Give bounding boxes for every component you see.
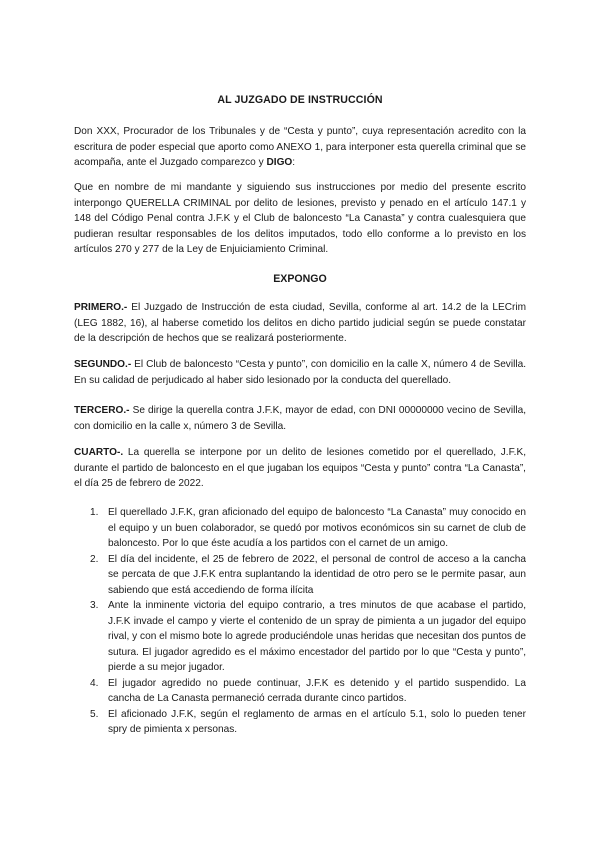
primero-paragraph: [74, 300, 526, 347]
cuarto-text: La querella se interpone por un delito de lesiones cometido por el querellado, J.F.K, durante el partido de baloncesto en el que jugaban los equipos “Cesta y punto” contra “La Canasta”, el día 25 de febrero de 2022.: [74, 447, 526, 490]
tercero-paragraph: [74, 403, 526, 434]
purpose-paragraph: Que en nombre de mi mandante y siguiendo sus instrucciones por medio del presente escrito interpongo QUERELLA CRIMINAL por delito de lesiones, previsto y penado en el artículo 147.1 y 148 del Código Penal contra J.F.K y el Club de baloncesto “La Canasta” y contra cualesquiera que pudieran resultar responsables de los delitos imputados, todo ello conforme a lo previsto en los artículos 270 y 277 de la Ley de Enjuiciamiento Criminal.: [74, 182, 526, 256]
segundo-text: El Club de baloncesto “Cesta y punto”, con domicilio en la calle X, número 4 de Sevilla. En su calidad de perjudicado al haber sido lesionado por la conducta del querellado.: [74, 359, 526, 386]
intro-paragraph: [74, 124, 526, 171]
list-item-number: 2.: [90, 553, 99, 565]
list-item-text: El día del incidente, el 25 de febrero de 2022, el personal de control de acceso a la cancha se percata de que J.F.K entra suplantando la identidad de otro pero se le permite pasar, aun sabiendo que está accediendo de forma ilícita: [108, 553, 526, 596]
segundo-label: SEGUNDO.-: [74, 359, 132, 370]
section-heading: EXPONGO: [273, 273, 327, 285]
document-title: AL JUZGADO DE INSTRUCCIÓN: [217, 94, 383, 106]
intro-text-end: :: [292, 157, 296, 169]
list-item: [74, 505, 526, 552]
list-item-number: 4.: [90, 677, 99, 689]
facts-list: [74, 505, 526, 738]
list-item: [74, 552, 526, 599]
list-item: [74, 707, 526, 738]
tercero-text: Se dirige la querella contra J.F.K, mayor de edad, con DNI 00000000 vecino de Sevilla, con domicilio en la calle x, número 3 de Sevilla.: [74, 405, 526, 432]
primero-label: PRIMERO.-: [74, 302, 128, 313]
segundo-paragraph: [74, 357, 526, 388]
list-item-number: 5.: [90, 708, 99, 720]
list-item-text: El querellado J.F.K, gran aficionado del equipo de baloncesto “La Canasta” muy conocido en el equipo y un buen colaborador, se quedó por motivos económicos sin su carnet de club de baloncesto. Por lo que éste acudía a los partidos con el carnet de un amigo.: [108, 507, 526, 549]
primero-text: El Juzgado de Instrucción de esta ciudad, Sevilla, conforme al art. 14.2 de la LECrim (LEG 1882, 16), al haberse cometido los delitos en dicho partido judicial según se puede constatar de la descripción de hechos que se realizará posteriormente.: [74, 302, 526, 345]
intro-bold-word: DIGO: [266, 157, 293, 169]
cuarto-label: CUARTO-.: [74, 447, 124, 458]
cuarto-paragraph: [74, 445, 526, 492]
list-item-number: 3.: [90, 600, 99, 611]
list-item-text: El aficionado J.F.K, según el reglamento de armas en el artículo 5.1, solo lo pueden tener spry de pimienta x personas.: [108, 708, 526, 735]
list-item: [74, 676, 526, 707]
list-item-text: El jugador agredido no puede continuar, J.F.K es detenido y el partido suspendido. La cancha de La Canasta permaneció cerrada durante cinco partidos.: [108, 677, 526, 704]
intro-text: Don XXX, Procurador de los Tribunales y de “Cesta y punto”, cuya representación acredito con la escritura de poder especial que aporto como ANEXO 1, para interponer esta querella criminal que se acompaña, ante el Juzgado comparezco y: [74, 126, 526, 169]
list-item-text: Ante la inminente victoria del equipo contrario, a tres minutos de que acabase el partido, J.F.K invade el campo y vierte el contenido de un spray de pimienta a un jugador del equipo rival, y con el mismo bote lo agrede produciéndole unas heridas que necesitan dos puntos de sutura. El jugador agredido es el máximo encestador del partido por lo que “Cesta y punto”, pierde a su mejor jugador.: [108, 600, 526, 673]
list-item: [74, 598, 526, 676]
tercero-label: TERCERO.-: [74, 405, 130, 416]
list-item-number: 1.: [90, 507, 99, 518]
